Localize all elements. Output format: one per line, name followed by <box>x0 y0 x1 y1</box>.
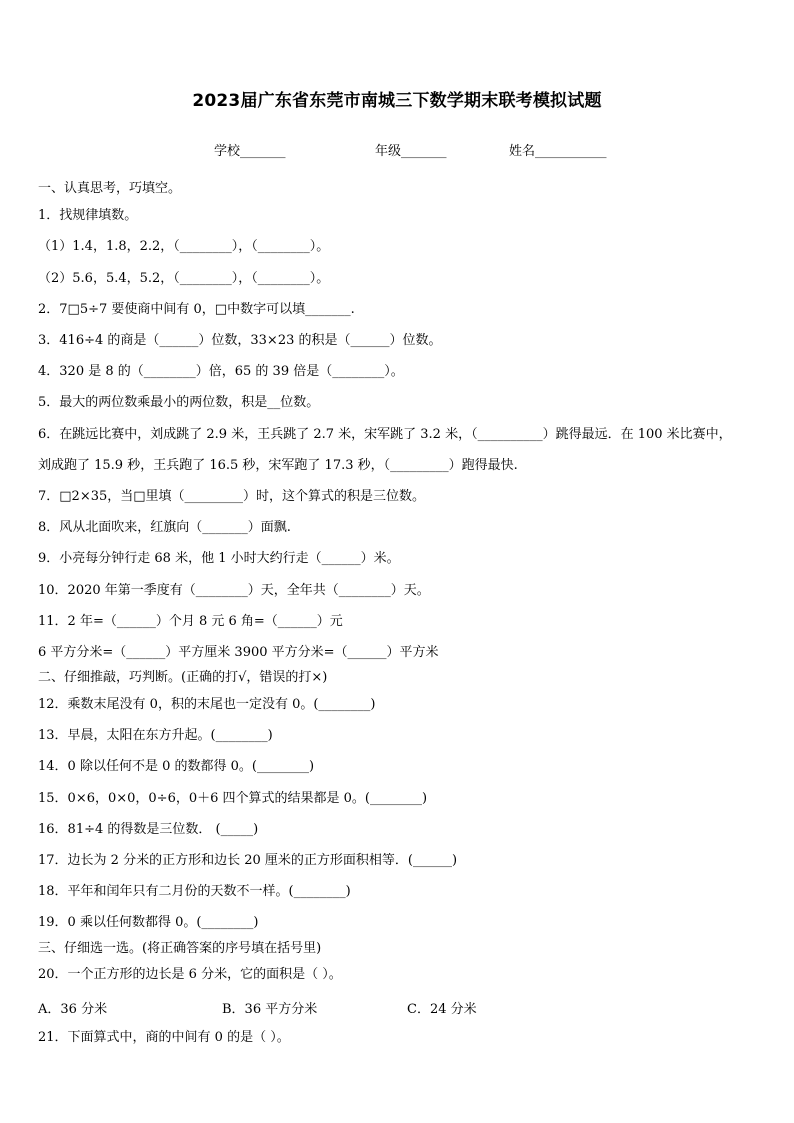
section-3-heading: 三、仔细选一选。(将正确答案的序号填在括号里) <box>38 941 322 956</box>
question-1-part-1: （1）1.4，1.8，2.2，（________），（________）。 <box>38 239 330 254</box>
section-2-heading: 二、仔细推敲，巧判断。(正确的打√，错误的打×) <box>38 670 328 685</box>
question-1-part-2: （2）5.6，5.4，5.2，（________），（________）。 <box>38 271 330 286</box>
question-2: 2．7□5÷7 要使商中间有 0，□中数字可以填_______. <box>38 302 355 317</box>
school-field: 学校_______ <box>214 144 286 159</box>
page-title: 2023届广东省东莞市南城三下数学期末联考模拟试题 <box>192 91 602 111</box>
question-20-option-b: B．36 平方分米 <box>222 1002 318 1017</box>
question-20: 20．一个正方形的边长是 6 分米，它的面积是（ ）。 <box>38 967 342 982</box>
question-6-line-2: 刘成跑了 15.9 秒，王兵跑了 16.5 秒，宋军跑了 17.3 秒，（_________）跑得最快. <box>38 458 518 473</box>
question-8: 8．风从北面吹来，红旗向（_______）面飘. <box>38 520 291 535</box>
question-17: 17．边长为 2 分米的正方形和边长 20 厘米的正方形面积相等．(______) <box>38 853 458 868</box>
question-4: 4．320 是 8 的（________）倍，65 的 39 倍是（________）。 <box>38 364 404 379</box>
question-20-option-a: A．36 分米 <box>38 1002 108 1017</box>
name-field: 姓名___________ <box>509 144 607 159</box>
question-15: 15．0×6，0×0，0÷6，0＋6 四个算式的结果都是 0。(________) <box>38 791 428 806</box>
question-11-line-1: 11．2 年=（______）个月 8 元 6 角=（______）元 <box>38 614 343 629</box>
question-6-line-1: 6．在跳远比赛中，刘成跳了 2.9 米，王兵跳了 2.7 米，宋军跳了 3.2 米，（__________）跳得最远．在 100 米比赛中， <box>38 427 732 442</box>
question-9: 9．小亮每分钟行走 68 米，他 1 小时大约行走（______）米。 <box>38 551 400 566</box>
question-20-option-c: C．24 分米 <box>407 1002 477 1017</box>
question-1: 1．找规律填数。 <box>38 208 138 223</box>
question-11-line-2: 6 平方分米=（______）平方厘米 3900 平方分米=（______）平方米 <box>38 645 439 660</box>
section-1-heading: 一、认真思考，巧填空。 <box>38 181 182 196</box>
question-13: 13．早晨，太阳在东方升起。(________) <box>38 728 273 743</box>
question-3: 3．416÷4 的商是（______）位数，33×23 的积是（______）位数。 <box>38 333 442 348</box>
question-14: 14．0 除以任何不是 0 的数都得 0。(________) <box>38 759 315 774</box>
question-10: 10．2020 年第一季度有（________）天，全年共（________）天。 <box>38 583 430 598</box>
question-21: 21．下面算式中，商的中间有 0 的是（ ）。 <box>38 1030 290 1045</box>
question-12: 12．乘数末尾没有 0，积的末尾也一定没有 0。(________) <box>38 697 376 712</box>
question-18: 18．平年和闰年只有二月份的天数不一样。(________) <box>38 884 351 899</box>
question-5: 5．最大的两位数乘最小的两位数，积是__位数。 <box>38 395 320 410</box>
question-19: 19．0 乘以任何数都得 0。(________) <box>38 915 259 930</box>
question-7: 7．□2×35，当□里填（_________）时，这个算式的积是三位数。 <box>38 489 426 504</box>
question-16: 16．81÷4 的得数是三位数． (_____) <box>38 822 259 837</box>
grade-field: 年级_______ <box>375 144 447 159</box>
